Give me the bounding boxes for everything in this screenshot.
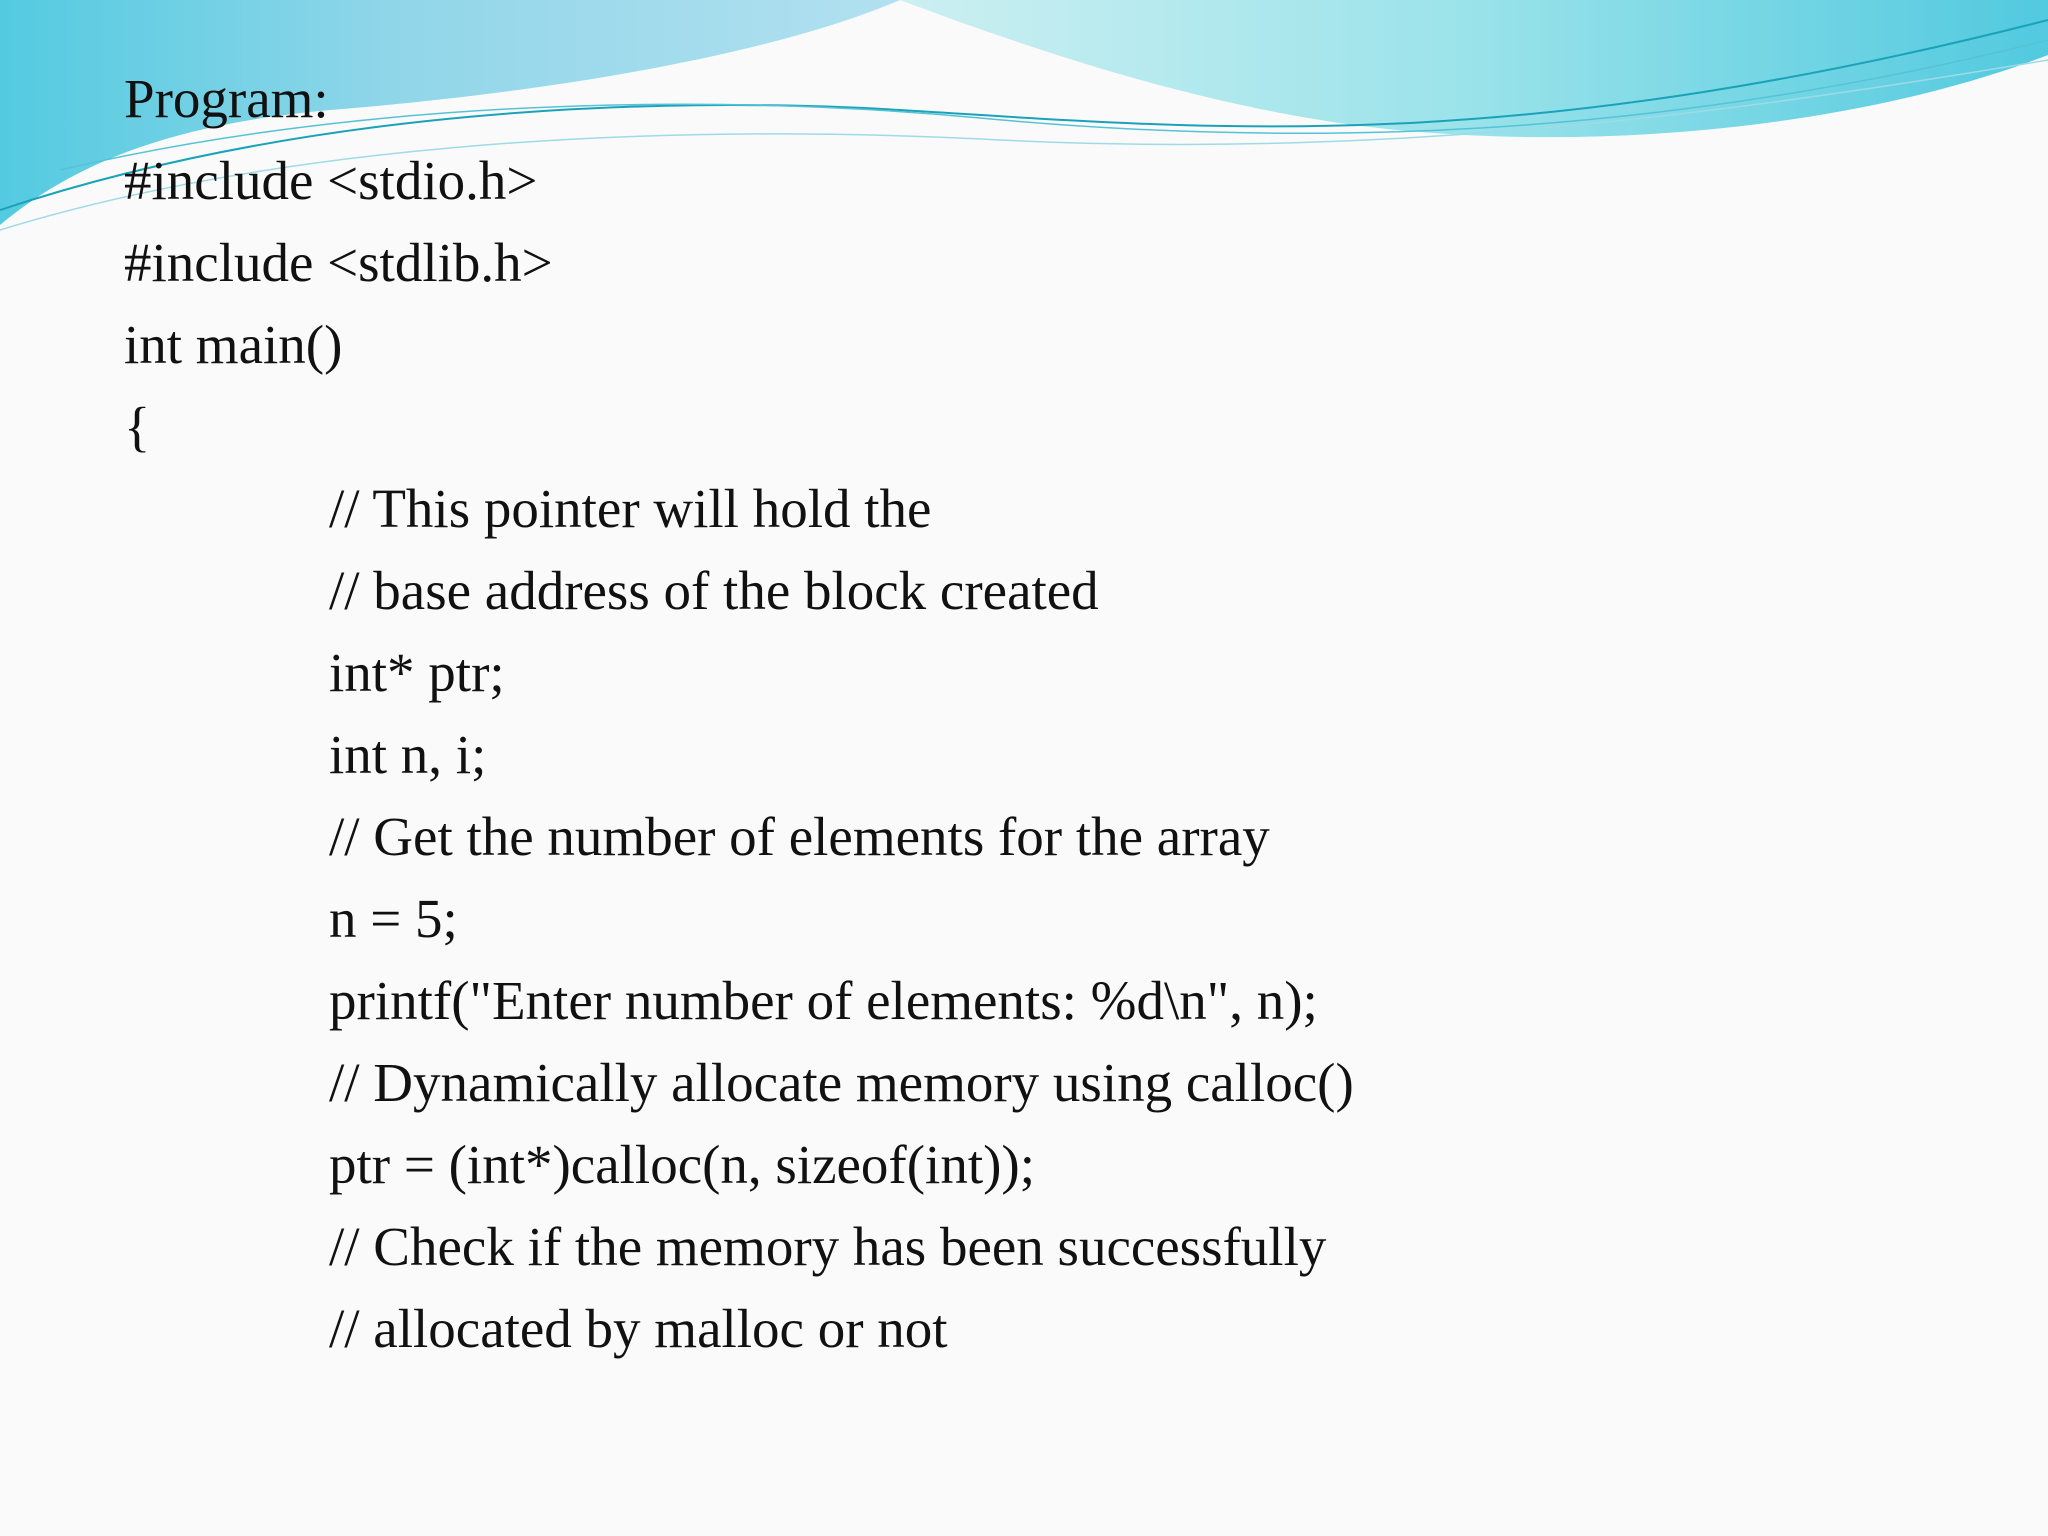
code-line: // base address of the block created bbox=[329, 560, 1099, 621]
code-line: #include <stdio.h> bbox=[124, 150, 538, 211]
code-line: int n, i; bbox=[329, 724, 487, 785]
code-listing bbox=[124, 58, 1354, 1370]
code-line: // Check if the memory has been successfully bbox=[329, 1216, 1327, 1277]
code-line: ptr = (int*)calloc(n, sizeof(int)); bbox=[329, 1134, 1036, 1195]
code-line: { bbox=[124, 396, 151, 457]
code-line: // Dynamically allocate memory using calloc() bbox=[329, 1052, 1354, 1113]
code-line: printf("Enter number of elements: %d\n", n); bbox=[329, 970, 1318, 1031]
code-line: // Get the number of elements for the array bbox=[329, 806, 1270, 867]
code-line: n = 5; bbox=[329, 888, 458, 949]
code-line: int* ptr; bbox=[329, 642, 505, 703]
code-line: #include <stdlib.h> bbox=[124, 232, 553, 293]
code-line: // This pointer will hold the bbox=[329, 478, 932, 539]
code-line: int main() bbox=[124, 314, 343, 375]
code-line: // allocated by malloc or not bbox=[329, 1298, 948, 1359]
code-line: Program: bbox=[124, 68, 329, 129]
